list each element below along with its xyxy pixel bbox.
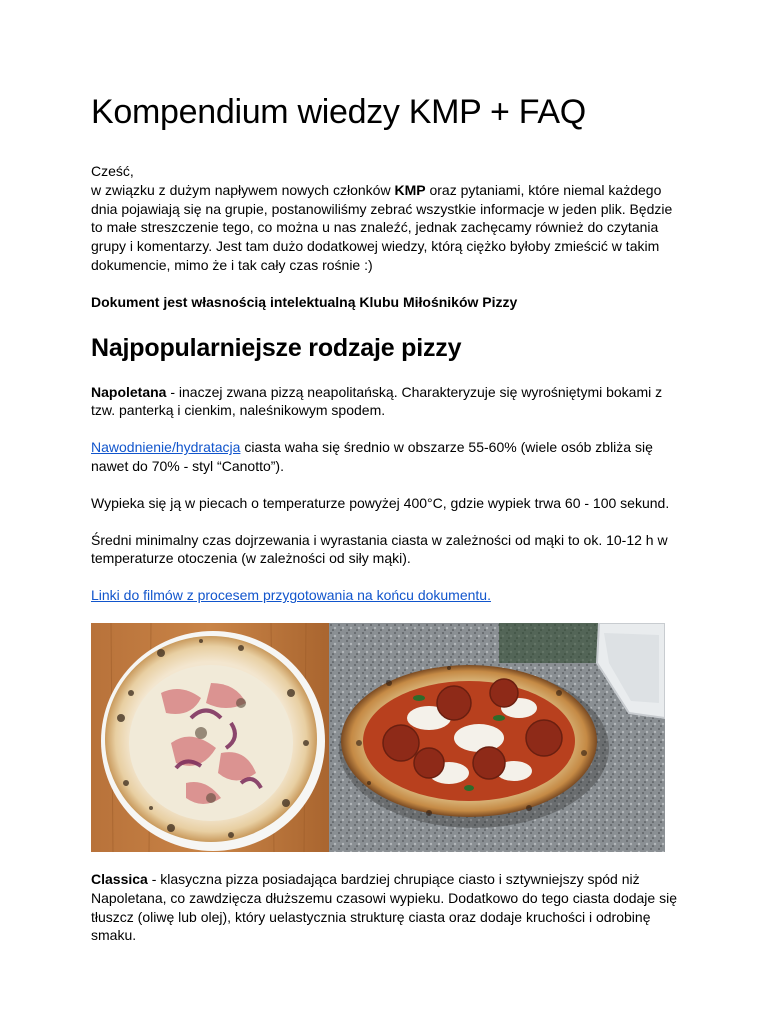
hydration-paragraph: Nawodnienie/hydratacja ciasta waha się średnio w obszarze 55-60% (wiele osób zbliża się nawet do 70% - styl “Canotto”). xyxy=(91,439,653,474)
kmp-bold: KMP xyxy=(394,181,426,198)
margherita-photo xyxy=(329,623,665,852)
ownership-note: Dokument jest własnością intelektualną Klubu Miłośników Pizzy xyxy=(91,293,518,310)
napoletana-photo xyxy=(91,623,329,852)
classica-name: Classica xyxy=(91,870,148,887)
margherita-image xyxy=(329,623,665,852)
videos-link-paragraph xyxy=(91,586,679,605)
pizza-photos xyxy=(91,623,665,852)
document-content xyxy=(91,90,679,945)
hydration-link[interactable]: Nawodnienie/hydratacja xyxy=(91,439,241,456)
videos-link[interactable]: Linki do filmów z procesem przygotowania na końcu dokumentu. xyxy=(91,587,491,604)
document-title: Kompendium wiedzy KMP + FAQ xyxy=(91,93,586,131)
classica-paragraph: Classica - klasyczna pizza posiadająca bardziej chrupiące ciasto i sztywniejszy spód niż Napoletana, co zawdzięcza dłuższemu czasowi wypieku. Dodatkowo do tego ciasta dodaje się tłuszcz (oliwę lub olej), który uelastycznia strukturę ciasta oraz dodaje kruchości i odrobinę smaku. xyxy=(91,870,677,944)
intro-greeting: Cześć, xyxy=(91,163,134,179)
baking-paragraph: Wypieka się ją w piecach o temperaturze powyżej 400°C, gdzie wypiek trwa 60 - 100 sekund. xyxy=(91,494,670,511)
fermentation-paragraph: Średni minimalny czas dojrzewania i wyrastania ciasta w zależności od mąki to ok. 10-12 h w temperaturze otoczenia (w zależności od siły mąki). xyxy=(91,531,668,567)
section-heading-pizza-types: Najpopularniejsze rodzaje pizzy xyxy=(91,333,462,362)
napoletana-image xyxy=(91,623,329,852)
intro-paragraph: w związku z dużym napływem nowych członków KMP oraz pytaniami, które niemal każdego dnia pojawiają się na grupie, postanowiliśmy zebrać wszystkie informacje w jeden plik. Będzie to małe streszczenie tego, co można u nas znaleźć, jednak zachęcamy również do czytania grupy i komentarzy. Jest tam dużo dodatkowej wiedzy, którą ciężko byłoby zmieścić w takim dokumencie, mimo że i tak cały czas rośnie :) xyxy=(91,181,673,273)
napoletana-paragraph: Napoletana - inaczej zwana pizzą neapolitańską. Charakteryzuje się wyrośniętymi bokami z tzw. panterką i cienkim, naleśnikowym spodem. xyxy=(91,383,663,419)
napoletana-name: Napoletana xyxy=(91,383,167,400)
